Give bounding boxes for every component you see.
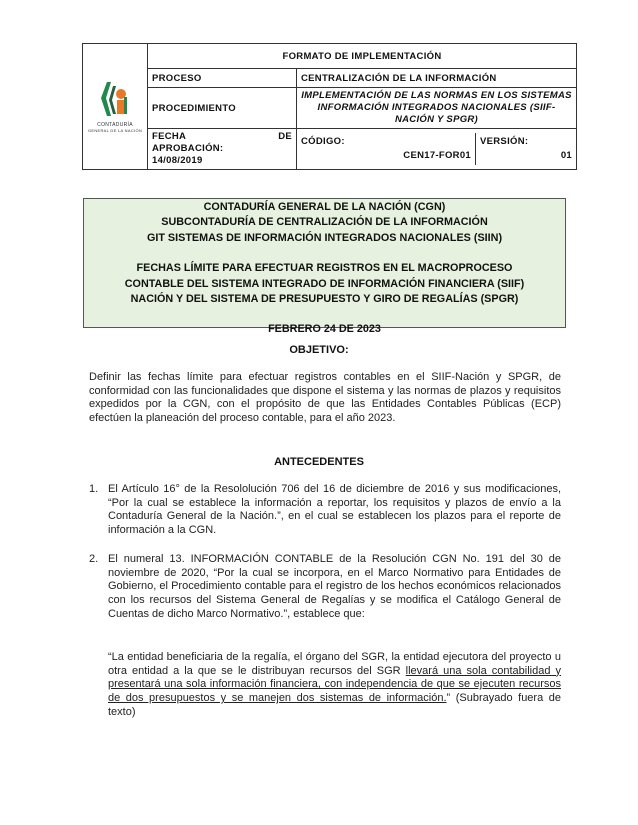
format-title: FORMATO DE IMPLEMENTACIÓN xyxy=(148,44,577,69)
version-cell xyxy=(476,133,577,165)
list-item-text: El numeral 13. INFORMACIÓN CONTABLE de la Resolución CGN No. 191 del 30 de noviembre de 2020, “Por la cual se incorpora, en el Marco Normativo para Entidades de Gobierno, el Procedimiento contable para el registro de los hechos económicos relacionados con los recursos del Sistema General de Regalías y se modifica el Catálogo General de Cuentas de dicho Marco Normativo.”, establece que: xyxy=(108,553,561,620)
list-item xyxy=(89,483,561,538)
banner-line-4: FECHAS LÍMITE PARA EFECTUAR REGISTROS EN EL MACROPROCESO xyxy=(136,262,513,275)
banner-line-3: GIT SISTEMAS DE INFORMACIÓN INTEGRADOS NACIONALES (SIIN) xyxy=(146,231,503,244)
codigo-value: CEN17-FOR01 xyxy=(403,150,471,161)
fecha-value: 14/08/2019 xyxy=(152,155,203,166)
cgn-logo-icon xyxy=(97,80,133,120)
banner-line-1: CONTADURÍA GENERAL DE LA NACIÓN (CGN) xyxy=(203,201,446,213)
procedimiento-label: PROCEDIMIENTO xyxy=(148,88,297,129)
banner-line-5: CONTABLE DEL SISTEMA INTEGRADO DE INFORMACIÓN FINANCIERA (SIIF) xyxy=(124,277,525,290)
fecha-aprobacion-cell xyxy=(148,129,297,170)
format-header-table xyxy=(82,43,577,170)
quote-note: ” (Subrayado fuera de texto) xyxy=(108,692,561,718)
codigo-label: CÓDIGO: xyxy=(301,136,345,147)
list-item-text: El Artículo 16° de la Resololución 706 del 16 de diciembre de 2016 y sus modificaciones, “Por la cual se establece la información a reportar, los requisitos y plazos de envío a la Contaduría General de la Nación.”, en el cual se establecen los plazos para el reporte de información a la CGN. xyxy=(108,483,561,537)
codigo-version-cell xyxy=(297,129,577,170)
quote-underlined-text: llevará una sola contabilidad y presentará una sola información financiera, con independencia de que se ejecuten recursos de dos presupuestos y se manejen dos sistemas de información. xyxy=(108,664,562,705)
procedimiento-value: IMPLEMENTACIÓN DE LAS NORMAS EN LOS SISTEMAS INFORMACIÓN INTEGRADOS NACIONALES (SIIF-NACIÓN Y SPGR) xyxy=(297,88,577,129)
proceso-label: PROCESO xyxy=(148,69,297,88)
fecha-de-label: DE xyxy=(278,131,292,142)
list-item-number: 1. xyxy=(89,483,99,495)
quote-text: “La entidad beneficiaria de la regalía, el órgano del SGR, la entidad ejecutora del proyecto u otra entidad a la que se le distribuyan recursos del SGR xyxy=(108,651,561,677)
fecha-label: FECHA xyxy=(152,131,187,142)
list-item xyxy=(89,553,561,622)
aprobacion-label: APROBACIÓN: xyxy=(152,143,224,154)
banner-line-6: NACIÓN Y DEL SISTEMA DE PRESUPUESTO Y GIRO DE REGALÍAS (SPGR) xyxy=(130,293,519,306)
objetivo-heading: OBJETIVO: xyxy=(289,344,349,356)
list-item-number: 2. xyxy=(89,553,99,565)
logo-caption: CONTADURÍA GENERAL DE LA NACIÓN xyxy=(87,121,143,133)
codigo-cell xyxy=(297,133,476,165)
title-banner xyxy=(83,198,566,336)
version-value: 01 xyxy=(560,150,572,161)
banner-date: FEBRERO 24 DE 2023 xyxy=(268,323,381,336)
proceso-value: CENTRALIZACIÓN DE LA INFORMACIÓN xyxy=(297,69,577,88)
logo-cell xyxy=(83,44,148,170)
antecedentes-heading: ANTECEDENTES xyxy=(274,456,364,468)
banner-line-2: SUBCONTADURÍA DE CENTRALIZACIÓN DE LA INFORMACIÓN xyxy=(161,216,488,229)
quote-block xyxy=(108,651,561,720)
version-label: VERSIÓN: xyxy=(480,136,529,147)
objetivo-text: Definir las fechas límite para efectuar registros contables en el SIIF-Nación y SPGR, de conformidad con las funcionalidades que dispone el sistema y las normas de plazos y requisitos expedidos por la CGN, con el propósito de que las Entidades Contables Públicas (ECP) efectúen la planeación del proceso contable, para el año 2023. xyxy=(89,371,561,425)
